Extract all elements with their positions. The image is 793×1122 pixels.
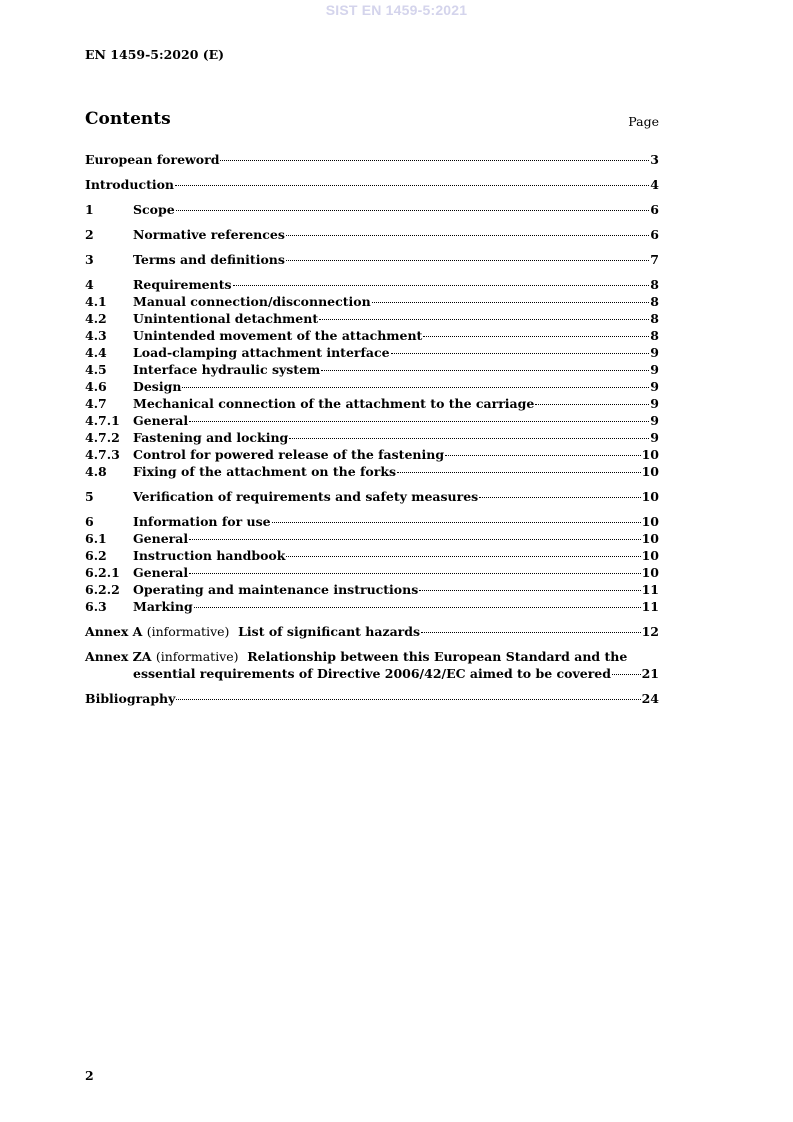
toc-number: 4.5 [85,362,107,377]
toc-number: 1 [85,202,94,217]
toc-number: 4.7.3 [85,447,120,462]
toc-title: Fixing of the attachment on the forks [133,464,397,479]
toc-leader-dots [445,454,641,456]
toc-page: 3 [650,152,659,167]
toc-title: Terms and definitions [133,252,285,267]
toc-page: 9 [650,379,659,394]
toc-leader-dots [321,369,649,371]
toc-title: General [133,413,189,428]
toc-entry-4-5[interactable] [85,361,659,378]
toc-leader-dots [286,259,649,261]
toc-page: 11 [641,582,659,597]
toc-leader-dots [233,284,650,286]
toc-title: Marking [133,599,193,614]
toc-page: 12 [641,624,659,639]
annex-title: List of significant hazards [238,624,421,639]
toc-leader-dots [189,420,649,422]
page-number: 2 [85,1068,94,1083]
toc-page: 9 [650,413,659,428]
toc-number: 5 [85,489,94,504]
toc-number: 4.2 [85,311,107,326]
toc-leader-dots [289,437,649,439]
annex-prefix: Annex ZA [85,649,152,664]
toc-entry-5[interactable] [85,488,659,505]
toc-page: 10 [641,548,659,563]
toc-leader-dots [479,496,640,498]
toc-number: 4.7 [85,396,107,411]
toc-page: 8 [650,277,659,292]
toc-entry-6-2-2[interactable] [85,581,659,598]
toc-number: 6.1 [85,531,107,546]
annex-qualifier: (informative) [146,624,230,639]
toc-page: 10 [641,514,659,529]
toc-number: 6 [85,514,94,529]
toc-entry-annex-a[interactable] [85,623,659,640]
toc-title: Scope [133,202,175,217]
toc-title: Information for use [133,514,271,529]
toc-title: Requirements [133,277,232,292]
toc-entry-4-3[interactable] [85,327,659,344]
toc-number: 4.7.2 [85,430,120,445]
toc-entry-4-6[interactable] [85,378,659,395]
toc-number: 4.7.1 [85,413,120,428]
annex-title-continuation: essential requirements of Directive 2006/42/EC aimed to be covered [133,666,611,681]
toc-entry-6-2[interactable] [85,547,659,564]
toc-leader-dots [423,335,649,337]
toc-entry-6-3[interactable] [85,598,659,615]
toc-leader-dots [176,209,650,211]
toc-leader-dots [286,555,640,557]
toc-title: General [133,565,189,580]
toc-number: 6.2.1 [85,565,120,580]
toc-title: Control for powered release of the fastening [133,447,445,462]
toc-page: 8 [650,311,659,326]
annex-prefix: Annex A [85,624,143,639]
toc-page: 6 [650,202,659,217]
toc-page: 10 [641,447,659,462]
annex-za-continuation-line [85,665,659,682]
annex-za-first-line [85,648,659,665]
toc-entry-european-foreword[interactable] [85,151,659,168]
toc-number: 4.3 [85,328,107,343]
toc-page: 7 [650,252,659,267]
toc-entry-6-1[interactable] [85,530,659,547]
page-column-label: Page [628,114,659,129]
toc-title: Load-clamping attachment interface [133,345,390,360]
annex-title: Relationship between this European Standard and the [247,649,628,664]
toc-title: Verification of requirements and safety measures [133,489,479,504]
toc-title: Bibliography [85,691,176,706]
toc-entry-4-7-1[interactable] [85,412,659,429]
toc-number: 6.2.2 [85,582,120,597]
toc-entry-6[interactable] [85,513,659,530]
watermark: SIST EN 1459-5:2021 [325,2,468,18]
document-id: EN 1459-5:2020 (E) [85,47,225,62]
toc-title [85,623,420,640]
toc-page: 24 [641,691,659,706]
toc-page: 10 [641,565,659,580]
table-of-contents [85,151,659,707]
toc-entry-bibliography[interactable] [85,690,659,707]
toc-title: General [133,531,189,546]
toc-number: 4.6 [85,379,107,394]
toc-entry-4-4[interactable] [85,344,659,361]
toc-title: Introduction [85,177,175,192]
toc-leader-dots [175,184,649,186]
toc-title: Mechanical connection of the attachment to the carriage [133,396,535,411]
toc-title: Unintentional detachment [133,311,319,326]
toc-title: Manual connection/disconnection [133,294,371,309]
toc-number: 4.1 [85,294,107,309]
toc-entry-6-2-1[interactable] [85,564,659,581]
toc-leader-dots [189,538,640,540]
toc-entry-4-7-2[interactable] [85,429,659,446]
annex-qualifier: (informative) [155,649,239,664]
toc-page: 11 [641,599,659,614]
toc-title: European foreword [85,152,220,167]
toc-page: 9 [650,396,659,411]
toc-page: 9 [650,345,659,360]
toc-leader-dots [612,673,641,675]
toc-leader-dots [272,521,641,523]
toc-entry-4-7-3[interactable] [85,446,659,463]
toc-entry-4-2[interactable] [85,310,659,327]
toc-page: 10 [641,489,659,504]
toc-title: Design [133,379,182,394]
toc-page: 8 [650,328,659,343]
toc-entry-3[interactable] [85,251,659,268]
toc-entry-introduction[interactable] [85,176,659,193]
toc-leader-dots [372,301,650,303]
toc-title: Normative references [133,227,285,242]
toc-entry-4[interactable] [85,276,659,293]
contents-heading: Contents [85,109,171,129]
toc-leader-dots [176,698,640,700]
toc-leader-dots [397,471,641,473]
toc-leader-dots [220,159,649,161]
toc-leader-dots [421,631,641,633]
toc-leader-dots [194,606,641,608]
toc-number: 4.4 [85,345,107,360]
toc-title: Instruction handbook [133,548,286,563]
toc-page: 6 [650,227,659,242]
toc-number: 2 [85,227,94,242]
toc-page: 9 [650,430,659,445]
toc-entry-4-7[interactable] [85,395,659,412]
toc-leader-dots [189,572,640,574]
toc-title: Fastening and locking [133,430,289,445]
toc-number: 4.8 [85,464,107,479]
toc-number: 6.3 [85,599,107,614]
toc-number: 6.2 [85,548,107,563]
toc-leader-dots [286,234,649,236]
toc-number: 3 [85,252,94,267]
toc-leader-dots [319,318,649,320]
toc-page: 4 [650,177,659,192]
toc-page: 10 [641,531,659,546]
toc-entry-annex-za[interactable] [85,648,659,682]
toc-page: 8 [650,294,659,309]
toc-leader-dots [391,352,650,354]
toc-title: Unintended movement of the attachment [133,328,423,343]
toc-page: 9 [650,362,659,377]
toc-title: Interface hydraulic system [133,362,321,377]
toc-entry-4-1[interactable] [85,293,659,310]
toc-leader-dots [182,386,649,388]
toc-page: 21 [641,666,659,681]
toc-entry-4-8[interactable] [85,463,659,480]
toc-title: Operating and maintenance instructions [133,582,419,597]
toc-entry-1[interactable] [85,201,659,218]
toc-leader-dots [419,589,640,591]
toc-entry-2[interactable] [85,226,659,243]
toc-number: 4 [85,277,94,292]
toc-leader-dots [535,403,649,405]
toc-page: 10 [641,464,659,479]
